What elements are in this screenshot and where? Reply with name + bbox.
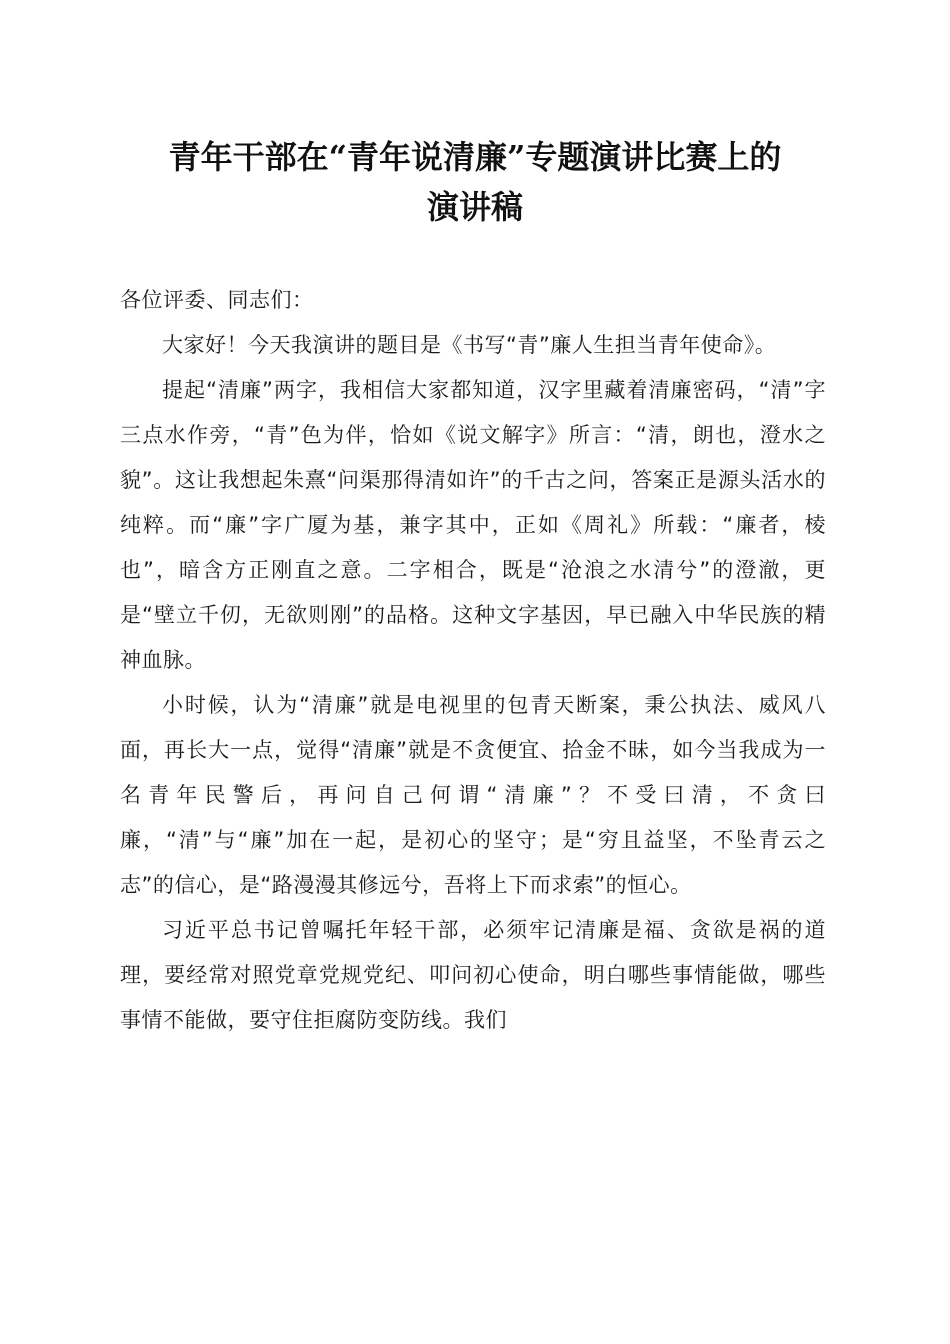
document-title	[100, 132, 850, 232]
document-body	[120, 278, 826, 1043]
salutation: 各位评委、同志们：	[120, 288, 314, 312]
title-line-1: 青年干部在“青年说清廉”专题演讲比赛上的	[168, 138, 782, 176]
paragraph: 大家好！今天我演讲的题目是《书写“青”廉人生担当青年使命》。	[162, 333, 777, 357]
title-line-2: 演讲稿	[426, 188, 523, 226]
paragraph: 小时候，认为“清廉”就是电视里的包青天断案，秉公执法、威风八面，再长大一点，觉得“清廉”就是不贪便宜、拾金不昧，如今当我成为一名青年民警后，再问自己何谓“清廉”？不受曰清，不贪曰廉，“清”与“廉”加在一起，是初心的坚守；是“穷且益坚，不坠青云之志”的信心，是“路漫漫其修远兮，吾将上下而求索”的恒心。	[120, 693, 826, 897]
paragraph: 提起“清廉”两字，我相信大家都知道，汉字里藏着清廉密码，“清”字三点水作旁，“青”色为伴，恰如《说文解字》所言：“清，朗也，澄水之貌”。这让我想起朱熹“问渠那得清如许”的千古之问，答案正是源头活水的纯粹。而“廉”字广厦为基，兼字其中，正如《周礼》所载：“廉者，棱也”，暗含方正刚直之意。二字相合，既是“沧浪之水清兮”的澄澈，更是“壁立千仞，无欲则刚”的品格。这种文字基因，早已融入中华民族的精神血脉。	[120, 378, 826, 672]
paragraph: 习近平总书记曾嘱托年轻干部，必须牢记清廉是福、贪欲是祸的道理，要经常对照党章党规党纪、叩问初心使命，明白哪些事情能做，哪些事情不能做，要守住拒腐防变防线。我们	[120, 918, 826, 1032]
